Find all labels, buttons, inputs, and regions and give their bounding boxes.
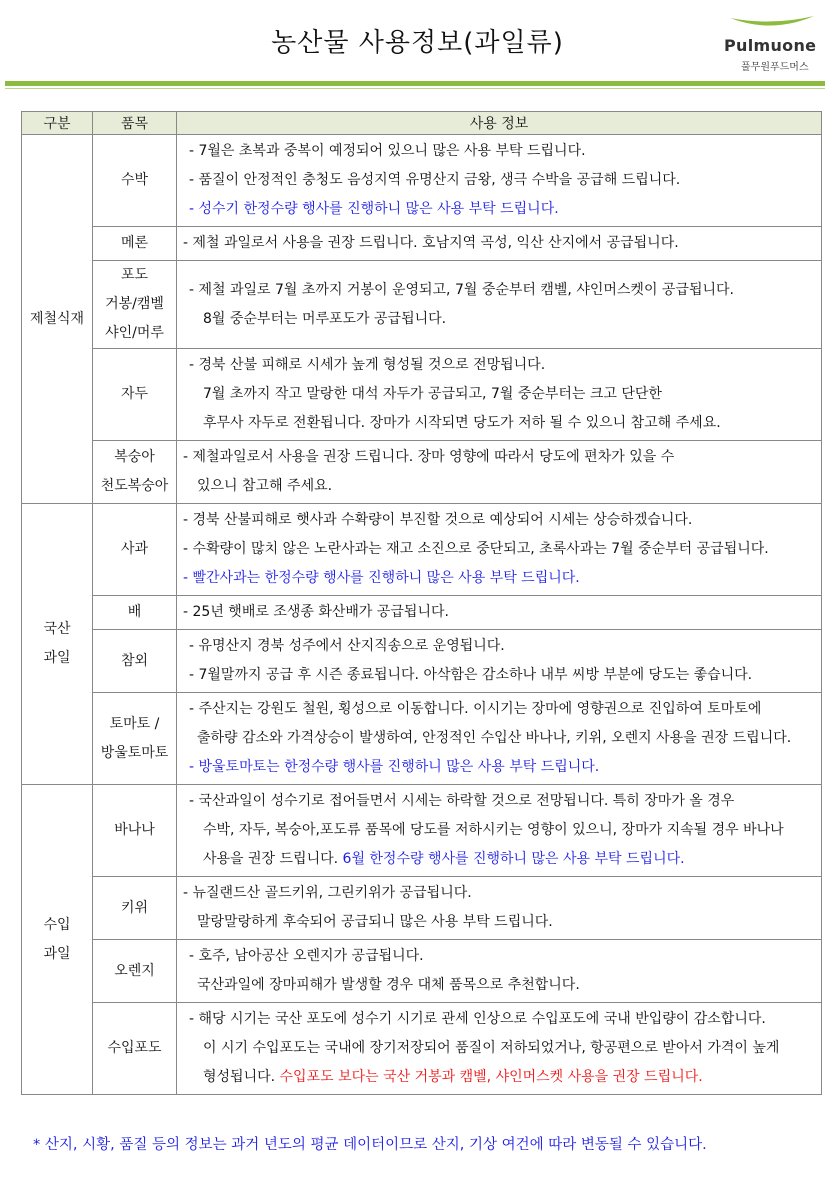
info-line: 있으니 참고해 주세요. [197,478,333,494]
info-line: - 품질이 안정적인 충청도 음성지역 유명산지 금왕, 생극 수박을 공급해 드립니다. [189,172,681,188]
info-line-highlight: - 빨간사과는 한정수량 행사를 진행하니 많은 사용 부탁 드립니다. [183,570,580,586]
info-line-highlight: - 방울토마토는 한정수량 행사를 진행하니 많은 사용 부탁 드립니다. [189,759,600,775]
item-cell: 자두 [93,349,177,441]
info-cell [177,877,822,940]
page-title: 농산물 사용정보(과일류) [271,28,564,58]
header-divider [5,81,825,86]
info-line-highlight: - 성수기 한정수량 행사를 진행하니 많은 사용 부탁 드립니다. [189,201,559,217]
info-line: 후무사 자두로 전환됩니다. 장마가 시작되면 당도가 저하 될 수 있으니 참고해 주세요. [203,415,721,431]
category-cell [22,785,93,1095]
info-line: 7월 초까지 작고 말랑한 대석 자두가 공급되고, 7월 중순부터는 크고 단단한 [203,386,662,402]
category-line: 과일 [43,650,71,666]
item-line: 거봉/캠벨 [105,296,164,312]
item-cell: 수박 [93,135,177,227]
info-line: - 주산지는 강원도 철원, 횡성으로 이동합니다. 이시기는 장마에 영향권으로 진입하여 토마토에 [189,701,762,717]
info-text: 사용을 권장 드립니다. [203,851,339,867]
info-line: - 25년 햇배로 조생종 화산배가 공급됩니다. [183,604,449,620]
table-row [22,135,822,227]
table-header-row [22,112,822,135]
info-highlight: 6월 한정수량 행사를 진행하니 많은 사용 부탁 드립니다. [342,851,685,867]
table-row [22,877,822,940]
footnote: * 산지, 시황, 품질 등의 정보는 과거 년도의 평균 데이터이므로 산지, 기상 여건에 따라 변동될 수 있습니다. [33,1137,707,1153]
info-line: - 경북 산불 피해로 시세가 높게 형성될 것으로 전망됩니다. [189,357,546,373]
info-line: - 뉴질랜드산 골드키위, 그린키위가 공급됩니다. [183,885,472,901]
item-cell: 수입포도 [93,1003,177,1095]
brand-subname: 풀무원푸드머스 [741,62,809,73]
info-line: - 국산과일이 성수기로 접어들면서 시세는 하락할 것으로 전망됩니다. 특히 장마가 올 경우 [189,793,735,809]
item-cell: 참외 [93,630,177,693]
info-line: - 제철과일로서 사용을 권장 드립니다. 장마 영향에 따라서 당도에 편차가 있을 수 [183,449,675,465]
header-divider-thin [5,88,825,89]
item-line: 샤인/머루 [105,325,164,341]
item-cell: 오렌지 [93,940,177,1003]
info-line: 말랑말랑하게 후숙되어 공급되니 많은 사용 부탁 드립니다. [197,914,553,930]
info-line: - 수확량이 많치 않은 노란사과는 재고 소진으로 중단되고, 초록사과는 7월 중순부터 공급됩니다. [183,541,769,557]
info-line: - 7월말까지 공급 후 시즌 종료됩니다. 아삭함은 감소하나 내부 씨방 부분에 당도는 좋습니다. [189,667,753,683]
info-line: - 해당 시기는 국산 포도에 성수기 시기로 관세 인상으로 수입포도에 국내 반입량이 감소합니다. [189,1011,766,1027]
item-line: 천도복숭아 [100,478,169,494]
info-line: 출하량 감소와 가격상승이 발생하여, 안정적인 수입산 바나나, 키위, 오렌지 사용을 권장 드립니다. [197,730,792,746]
table-row [22,261,822,349]
brand-logo [724,12,820,72]
table-row [22,1003,822,1095]
table-row [22,940,822,1003]
item-line: 복숭아 [114,449,155,465]
header-category: 구분 [22,112,93,135]
info-cell [177,349,822,441]
table-row [22,227,822,261]
info-cell [177,227,822,261]
item-line: 방울토마토 [100,744,169,761]
table-row [22,441,822,504]
table-row [22,693,822,785]
info-cell [177,596,822,630]
info-cell [177,135,822,227]
info-line: 수박, 자두, 복숭아,포도류 품목에 당도를 저하시키는 영향이 있으니, 장마가 지속될 경우 바나나 [203,822,784,838]
info-cell [177,785,822,877]
info-cell [177,693,822,785]
info-line: - 경북 산불피해로 햇사과 수확량이 부진할 것으로 예상되어 시세는 상승하겠습니다. [183,512,693,528]
item-cell: 키위 [93,877,177,940]
category-line: 과일 [43,945,71,962]
category-cell [22,504,93,785]
item-cell: 사과 [93,504,177,596]
item-cell: 배 [93,596,177,630]
info-highlight: 수입포도 보다는 국산 거봉과 캠벨, 샤인머스켓 사용을 권장 드립니다. [279,1069,703,1085]
info-line: 이 시기 수입포도는 국내에 장기저장되어 품질이 저하되었거나, 항공편으로 받아서 가격이 높게 [203,1040,780,1056]
header-item: 품목 [93,112,177,135]
info-cell [177,630,822,693]
info-line: - 제철 과일로서 사용을 권장 드립니다. 호남지역 곡성, 익산 산지에서 공급됩니다. [183,235,679,251]
item-cell [93,441,177,504]
item-cell [93,693,177,785]
info-table [21,111,822,1095]
category-cell: 제철식재 [22,135,93,504]
info-cell [177,940,822,1003]
item-cell: 바나나 [93,785,177,877]
info-line: 국산과일에 장마피해가 발생할 경우 대체 품목으로 추천합니다. [197,977,580,993]
info-cell [177,1003,822,1095]
header-info: 사용 정보 [177,112,822,135]
info-cell [177,261,822,349]
pulmuone-swoosh-icon [728,12,816,34]
info-line [183,1063,821,1092]
table-row [22,504,822,596]
info-line: - 7월은 초복과 중복이 예정되어 있으니 많은 사용 부탁 드립니다. [189,143,586,159]
table-row [22,349,822,441]
info-line: 8월 중순부터는 머루포도가 공급됩니다. [203,310,447,327]
table-row [22,785,822,877]
table-row [22,596,822,630]
info-line: - 유명산지 경북 성주에서 산지직송으로 운영됩니다. [189,638,505,654]
item-line: 포도 [120,267,149,283]
brand-name: Pulmuone [724,36,817,55]
info-cell [177,441,822,504]
category-line: 수입 [43,916,71,933]
item-cell: 메론 [93,227,177,261]
info-line: - 제철 과일로 7월 초까지 거봉이 운영되고, 7월 중순부터 캠벨, 샤인머스켓이 공급됩니다. [189,281,734,298]
item-cell [93,261,177,349]
table-row [22,630,822,693]
info-cell [177,504,822,596]
info-line: - 호주, 남아공산 오렌지가 공급됩니다. [189,948,424,964]
item-line: 토마토 / [109,715,160,732]
info-line [183,845,821,874]
info-text: 형성됩니다. [203,1069,276,1085]
category-line: 국산 [43,621,71,637]
